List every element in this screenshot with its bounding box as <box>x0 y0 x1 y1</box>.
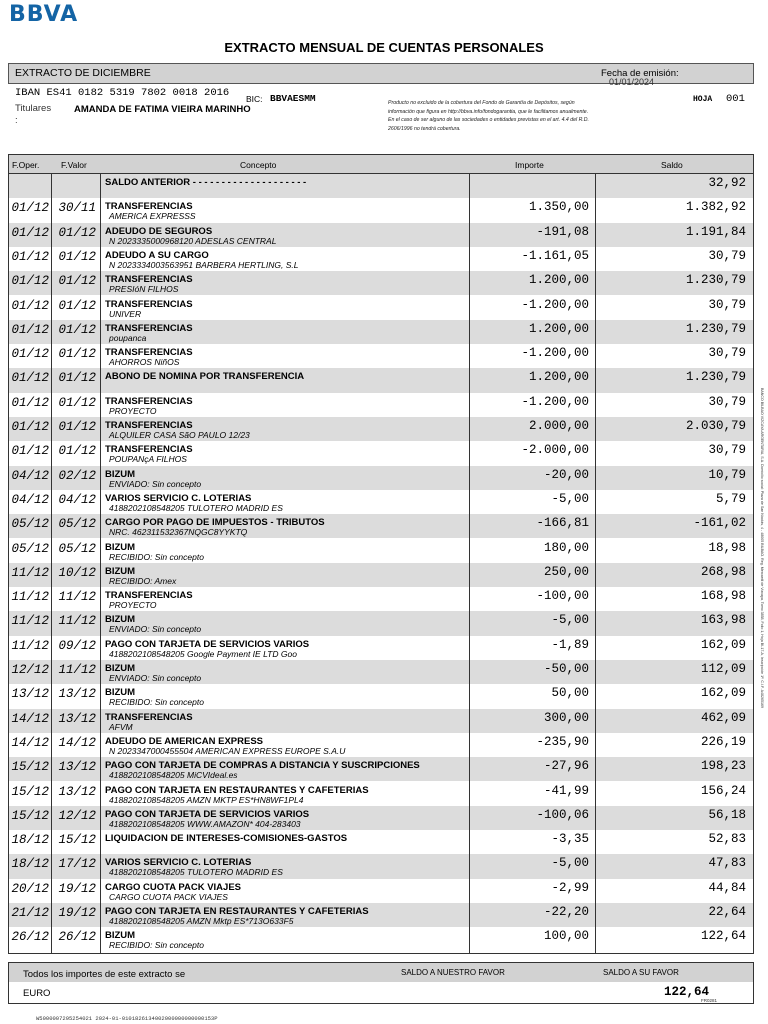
concepto-title: VARIOS SERVICIO C. LOTERIAS <box>105 492 252 504</box>
f-valor-date: 13/12 <box>58 784 96 799</box>
concepto-title: ADEUDO DE AMERICAN EXPRESS <box>105 735 264 747</box>
f-valor-date: 02/12 <box>58 468 96 483</box>
concepto-detail: N 2023335000968120 ADESLAS CENTRAL <box>109 235 277 246</box>
currency-label: EURO <box>23 988 51 999</box>
saldo-amount: 2.030,79 <box>685 419 746 433</box>
importe-amount: -1,89 <box>551 637 589 652</box>
transaction-row <box>9 198 753 222</box>
transaction-row <box>9 636 753 660</box>
f-oper-date: 11/12 <box>11 590 49 605</box>
concepto-title: VARIOS SERVICIO C. LOTERIAS <box>105 857 252 869</box>
final-balance: 122,64 <box>664 985 710 999</box>
transaction-row <box>9 854 753 878</box>
importe-amount: 1.200,00 <box>528 370 589 385</box>
concepto-title: PAGO CON TARJETA DE SERVICIOS VARIOS <box>105 808 310 820</box>
saldo-amount: 56,18 <box>708 807 746 822</box>
f-valor-date: 01/12 <box>58 249 96 264</box>
transaction-row <box>9 563 753 587</box>
saldo-amount: 30,79 <box>708 297 746 312</box>
column-divider <box>469 174 470 953</box>
f-oper-date: 01/12 <box>11 249 49 264</box>
hoja-label: HOJA <box>693 95 713 104</box>
importe-amount: 1.200,00 <box>528 321 589 336</box>
f-valor-date: 05/12 <box>58 541 96 556</box>
concepto-detail: ALQUILER CASA SãO PAULO 12/23 <box>109 430 250 440</box>
importe-amount: -41,99 <box>543 783 589 798</box>
deposit-guarantee-note: Producto no excluido de la cobertura del Fondo de Garantía de Depósitos, según información que figura en http://bbva.info/fondogarantia, que le facilitamos anualmente. En el caso de ser alguno de las sociedades o entidades previstas en el art. 4.4 del R.D. 2606/1996 no tendrá cobertura. <box>388 100 589 132</box>
legal-side-text-content: BANCO BILBAO VIZCAYA ARGENTARIA, S.A. Domicilio social: Plaza de San Nicolás, 4 - 48005 BILBAO. Reg. Mercantil de Vizcaya, Tomo 3858, Folio 1, Hoja BI-17-A, Inscripción 1ª. C.I.F. A48265169 <box>760 388 764 708</box>
transaction-row <box>9 490 753 514</box>
f-oper-date: 01/12 <box>11 371 49 386</box>
concepto-detail: 4188202108548205 AMZN Mktp ES*713O633F5 <box>109 916 294 926</box>
concepto-detail: PROYECTO <box>109 405 157 416</box>
f-valor-date: 01/12 <box>58 371 96 386</box>
transaction-row <box>9 660 753 684</box>
concepto-title: TRANSFERENCIAS <box>105 274 193 286</box>
concepto-title: TRANSFERENCIAS <box>105 298 193 310</box>
f-oper-date: 05/12 <box>11 541 49 556</box>
transaction-row <box>9 393 753 417</box>
transaction-row <box>9 466 753 490</box>
concepto-detail: RECIBIDO: Sin concepto <box>109 940 204 951</box>
saldo-amount: 30,79 <box>708 394 746 409</box>
f-valor-date: 15/12 <box>58 833 96 848</box>
concepto-detail: UNIVER <box>109 308 142 319</box>
transaction-row <box>9 417 753 441</box>
f-oper-date: 14/12 <box>11 711 49 726</box>
concepto-title: BIZUM <box>105 614 136 626</box>
f-oper-date: 11/12 <box>11 614 49 629</box>
concepto-title: TRANSFERENCIAS <box>105 347 193 359</box>
saldo-amount: 1.382,92 <box>685 200 746 215</box>
concepto-detail: AHORROS NiñOS <box>109 357 180 368</box>
f-valor-date: 13/12 <box>58 687 96 702</box>
bic-label: BIC: <box>246 94 263 104</box>
f-valor-date: 01/12 <box>58 298 96 313</box>
importe-amount: 2.000,00 <box>528 419 589 433</box>
importe-amount: -100,00 <box>536 589 589 604</box>
f-oper-date: 18/12 <box>11 833 49 848</box>
saldo-amount: 268,98 <box>700 564 746 579</box>
concepto-detail: NRC. 462311532367NQGC8YYKTQ <box>109 527 248 538</box>
f-valor-date: 04/12 <box>58 492 96 507</box>
concepto-title: TRANSFERENCIAS <box>105 590 193 602</box>
concepto-detail: ENVIADO: Sin concepto <box>109 478 202 489</box>
f-valor-date: 11/12 <box>58 663 96 677</box>
saldo-amount: 47,83 <box>708 856 746 871</box>
f-oper-date: 11/12 <box>11 565 49 580</box>
f-valor-date: 11/12 <box>58 590 96 605</box>
concepto-title: PAGO CON TARJETA DE COMPRAS A DISTANCIA Y SUSCRIPCIONES <box>105 760 420 772</box>
importe-amount: 100,00 <box>543 929 589 944</box>
concepto-detail: 4188202108548205 TULOTERO MADRID ES <box>109 502 283 513</box>
footer-note: Todos los importes de este extracto se <box>23 969 186 980</box>
f-oper-date: 18/12 <box>11 857 49 872</box>
f-oper-date: 01/12 <box>11 201 49 216</box>
importe-amount: -5,00 <box>551 613 589 628</box>
importe-amount: 250,00 <box>543 564 589 579</box>
f-oper-date: 20/12 <box>11 881 49 896</box>
saldo-amount: 1.191,84 <box>685 224 746 239</box>
concepto-title: CARGO CUOTA PACK VIAJES <box>105 881 242 893</box>
f-oper-date: 26/12 <box>11 930 49 945</box>
f-valor-date: 19/12 <box>58 906 96 920</box>
col-header-concepto: Concepto <box>240 160 277 170</box>
f-oper-date: 01/12 <box>11 444 49 459</box>
concepto-detail: poupanca <box>109 332 147 343</box>
transaction-row <box>9 320 753 344</box>
col-header-saldo: Saldo <box>661 160 683 170</box>
concepto-title: BIZUM <box>105 468 136 480</box>
f-oper-date: 01/12 <box>11 420 49 434</box>
statement-header-band <box>8 63 754 87</box>
titulares-colon: : <box>15 115 18 126</box>
transaction-row <box>9 441 753 465</box>
concepto-title: TRANSFERENCIAS <box>105 201 193 213</box>
fecha-emision-label: Fecha de emisión: <box>601 68 679 79</box>
concepto-detail: PRESIóN FILHOS <box>109 284 179 295</box>
concepto-detail: 4188202108548205 TULOTERO MADRID ES <box>109 867 283 878</box>
importe-amount: 180,00 <box>543 540 589 555</box>
f-oper-date: 14/12 <box>11 735 49 750</box>
concepto-detail: AMERICA EXPRESSS <box>109 211 196 222</box>
importe-amount: -235,90 <box>536 734 589 749</box>
transaction-row <box>9 782 753 806</box>
importe-amount: -5,00 <box>551 856 589 871</box>
transaction-row <box>9 247 753 271</box>
hoja-value: 001 <box>726 93 745 105</box>
transaction-row <box>9 684 753 708</box>
barcode-text: W5000007295254021 2024-01-0101826134002000000000000153P <box>36 1015 218 1022</box>
f-valor-date: 30/11 <box>58 201 96 216</box>
concepto-detail: ENVIADO: Sin concepto <box>109 624 202 635</box>
saldo-amount: 1.230,79 <box>685 273 746 288</box>
saldo-nuestro-favor-label: SALDO A NUESTRO FAVOR <box>401 968 505 977</box>
concepto-title: TRANSFERENCIAS <box>105 322 193 334</box>
bbva-logo: BBVA <box>9 2 79 27</box>
importe-amount: -5,00 <box>551 491 589 506</box>
transaction-row <box>9 709 753 733</box>
importe-amount: -2.000,00 <box>521 443 589 458</box>
f-oper-date: 15/12 <box>11 784 49 799</box>
saldo-amount: 30,79 <box>708 346 746 361</box>
f-oper-date: 13/12 <box>11 687 49 702</box>
transaction-row <box>9 296 753 320</box>
transaction-row <box>9 344 753 368</box>
concepto-title: PAGO CON TARJETA EN RESTAURANTES Y CAFETERIAS <box>105 784 369 796</box>
transaction-row <box>9 539 753 563</box>
saldo-amount: 162,09 <box>700 637 746 652</box>
importe-amount: -1.200,00 <box>521 297 589 312</box>
saldo-amount: 198,23 <box>700 759 746 774</box>
concepto-detail: 4188202108548205 AMZN MKTP ES*HN8WF1PL4 <box>109 794 304 805</box>
f-valor-date: 09/12 <box>58 638 96 653</box>
bic-value: BBVAESMM <box>270 93 316 104</box>
f-valor-date: 13/12 <box>58 760 96 775</box>
concepto-title: BIZUM <box>105 687 136 699</box>
concepto-title: ADEUDO DE SEGUROS <box>105 225 213 237</box>
saldo-amount: 122,64 <box>700 929 746 944</box>
saldo-amount: 1.230,79 <box>685 370 746 385</box>
f-oper-date: 21/12 <box>11 906 49 920</box>
f-oper-date: 01/12 <box>11 274 49 289</box>
saldo-anterior-row <box>9 174 753 198</box>
concepto-detail: RECIBIDO: Sin concepto <box>109 697 204 708</box>
saldo-amount: 156,24 <box>700 783 746 798</box>
f-valor-date: 01/12 <box>58 274 96 289</box>
saldo-amount: 44,84 <box>708 880 746 895</box>
importe-amount: -1.200,00 <box>521 346 589 361</box>
transaction-row <box>9 587 753 611</box>
statement-footer <box>8 962 754 1004</box>
concepto-detail: RECIBIDO: Sin concepto <box>109 551 204 562</box>
legal-side-text <box>752 388 766 768</box>
importe-amount: -166,81 <box>536 516 589 531</box>
saldo-amount: 1.230,79 <box>685 321 746 336</box>
concepto-title: BIZUM <box>105 930 136 942</box>
importe-amount: -50,00 <box>543 662 589 676</box>
concepto-title: PAGO CON TARJETA DE SERVICIOS VARIOS <box>105 638 310 650</box>
concepto-title: CARGO POR PAGO DE IMPUESTOS - TRIBUTOS <box>105 517 325 529</box>
transaction-row <box>9 514 753 538</box>
importe-amount: 1.200,00 <box>528 273 589 288</box>
column-divider <box>100 174 101 953</box>
transaction-row <box>9 830 753 854</box>
concepto-title: BIZUM <box>105 541 136 553</box>
saldo-amount: 30,79 <box>708 248 746 263</box>
saldo-amount: 52,83 <box>708 832 746 847</box>
transaction-row <box>9 806 753 830</box>
concepto-detail: 4188202108548205 MiCVIdeal.es <box>109 770 238 781</box>
f-oper-date: 15/12 <box>11 760 49 775</box>
concepto-detail: 4188202108548205 Google Payment IE LTD Goo <box>109 648 297 659</box>
concepto-detail: POUPANçA FILHOS <box>109 454 187 465</box>
f-valor-date: 01/12 <box>58 225 96 240</box>
iban-number: IBAN ES41 0182 5319 7802 0018 2016 <box>15 87 230 99</box>
f-valor-date: 01/12 <box>58 322 96 337</box>
transaction-row <box>9 271 753 295</box>
transactions-table <box>8 174 754 954</box>
importe-amount: -2,99 <box>551 880 589 895</box>
concepto-detail: ENVIADO: Sin concepto <box>109 673 202 683</box>
concepto-detail: 4188202108548205 WWW.AMAZON* 404-283403 <box>109 818 301 829</box>
concepto-detail: CARGO CUOTA PACK VIAJES <box>109 891 228 902</box>
saldo-amount: 112,09 <box>700 662 746 676</box>
f-oper-date: 15/12 <box>11 808 49 823</box>
f-oper-date: 05/12 <box>11 517 49 532</box>
concepto-title: TRANSFERENCIAS <box>105 420 193 431</box>
concepto-detail: PROYECTO <box>109 600 157 611</box>
importe-amount: -1.161,05 <box>521 248 589 263</box>
f-valor-date: 11/12 <box>58 614 96 629</box>
saldo-amount: 5,79 <box>715 491 746 506</box>
column-divider <box>595 174 596 953</box>
concepto-title: TRANSFERENCIAS <box>105 711 193 723</box>
f-valor-date: 05/12 <box>58 517 96 532</box>
transaction-row <box>9 879 753 903</box>
f-oper-date: 01/12 <box>11 225 49 240</box>
saldo-amount: 10,79 <box>708 467 746 482</box>
transaction-row <box>9 733 753 757</box>
col-header-f-valor: F.Valor <box>61 160 87 170</box>
concepto-title: LIQUIDACION DE INTERESES-COMISIONES-GASTOS <box>105 833 348 845</box>
importe-amount: -20,00 <box>543 467 589 482</box>
transaction-row <box>9 903 753 927</box>
saldo-amount: 163,98 <box>700 613 746 628</box>
f-valor-date: 13/12 <box>58 711 96 726</box>
document-title: EXTRACTO MENSUAL DE CUENTAS PERSONALES <box>224 40 544 55</box>
column-divider <box>51 174 52 953</box>
f-oper-date: 01/12 <box>11 347 49 362</box>
saldo-amount: 30,79 <box>708 443 746 458</box>
concepto-title: ABONO DE NOMINA POR TRANSFERENCIA <box>105 371 305 383</box>
fecha-emision-value: 01/01/2024 <box>609 77 655 87</box>
f-valor-date: 12/12 <box>58 808 96 823</box>
concepto-detail: N 2023334003563951 BARBERA HERTLING, S.L <box>109 259 299 270</box>
f-valor-date: 01/12 <box>58 420 96 434</box>
saldo-amount: 32,92 <box>708 176 746 190</box>
transaction-row <box>9 757 753 781</box>
f-oper-date: 12/12 <box>11 663 49 677</box>
f-oper-date: 01/12 <box>11 395 49 410</box>
saldo-amount: 226,19 <box>700 734 746 749</box>
titulares-label-text: Titulares <box>15 103 52 114</box>
column-header-row <box>8 154 754 174</box>
f-valor-date: 17/12 <box>58 857 96 872</box>
f-valor-date: 26/12 <box>58 930 96 945</box>
f-valor-date: 01/12 <box>58 444 96 459</box>
form-reference: FR0281 <box>701 998 718 1003</box>
transaction-row <box>9 611 753 635</box>
importe-amount: 50,00 <box>551 686 589 701</box>
importe-amount: -22,20 <box>543 905 589 919</box>
concepto-detail: AFVM <box>109 721 133 732</box>
titulares-label <box>15 103 51 127</box>
statement-label: EXTRACTO DE DICIEMBRE <box>15 67 151 79</box>
importe-amount: -27,96 <box>543 759 589 774</box>
concepto-title: TRANSFERENCIAS <box>105 444 193 456</box>
concepto-title: PAGO CON TARJETA EN RESTAURANTES Y CAFETERIAS <box>105 906 369 917</box>
saldo-su-favor-label: SALDO A SU FAVOR <box>603 968 679 977</box>
transaction-row <box>9 927 753 951</box>
f-valor-date: 14/12 <box>58 735 96 750</box>
saldo-amount: 162,09 <box>700 686 746 701</box>
importe-amount: 300,00 <box>543 710 589 725</box>
f-valor-date: 01/12 <box>58 395 96 410</box>
titular-name: AMANDA DE FATIMA VIEIRA MARINHO <box>74 104 251 115</box>
transaction-row <box>9 223 753 247</box>
f-oper-date: 01/12 <box>11 298 49 313</box>
concepto-title: BIZUM <box>105 565 136 577</box>
transaction-row <box>9 368 753 392</box>
saldo-amount: 462,09 <box>700 710 746 725</box>
importe-amount: -1.200,00 <box>521 394 589 409</box>
concepto-detail: N 2023347000455504 AMERICAN EXPRESS EUROPE S.A.U <box>109 745 346 756</box>
saldo-amount: 18,98 <box>708 540 746 555</box>
concepto-title: ADEUDO A SU CARGO <box>105 249 209 261</box>
f-oper-date: 11/12 <box>11 638 49 653</box>
f-oper-date: 04/12 <box>11 492 49 507</box>
col-header-f-oper: F.Oper. <box>12 160 40 170</box>
concepto-detail: RECIBIDO: Amex <box>109 575 177 586</box>
importe-amount: -100,06 <box>536 807 589 822</box>
saldo-amount: -161,02 <box>693 516 746 531</box>
concepto-title: SALDO ANTERIOR - - - - - - - - - - - - - - - - - - - - <box>105 177 307 188</box>
f-valor-date: 01/12 <box>58 347 96 362</box>
f-oper-date: 04/12 <box>11 468 49 483</box>
importe-amount: 1.350,00 <box>528 200 589 215</box>
importe-amount: -191,08 <box>536 224 589 239</box>
f-oper-date: 01/12 <box>11 322 49 337</box>
concepto-title: TRANSFERENCIAS <box>105 395 193 407</box>
col-header-importe: Importe <box>515 160 544 170</box>
saldo-amount: 22,64 <box>708 905 746 919</box>
concepto-title: BIZUM <box>105 663 136 674</box>
importe-amount: -3,35 <box>551 832 589 847</box>
f-valor-date: 19/12 <box>58 881 96 896</box>
saldo-amount: 168,98 <box>700 589 746 604</box>
f-valor-date: 10/12 <box>58 565 96 580</box>
